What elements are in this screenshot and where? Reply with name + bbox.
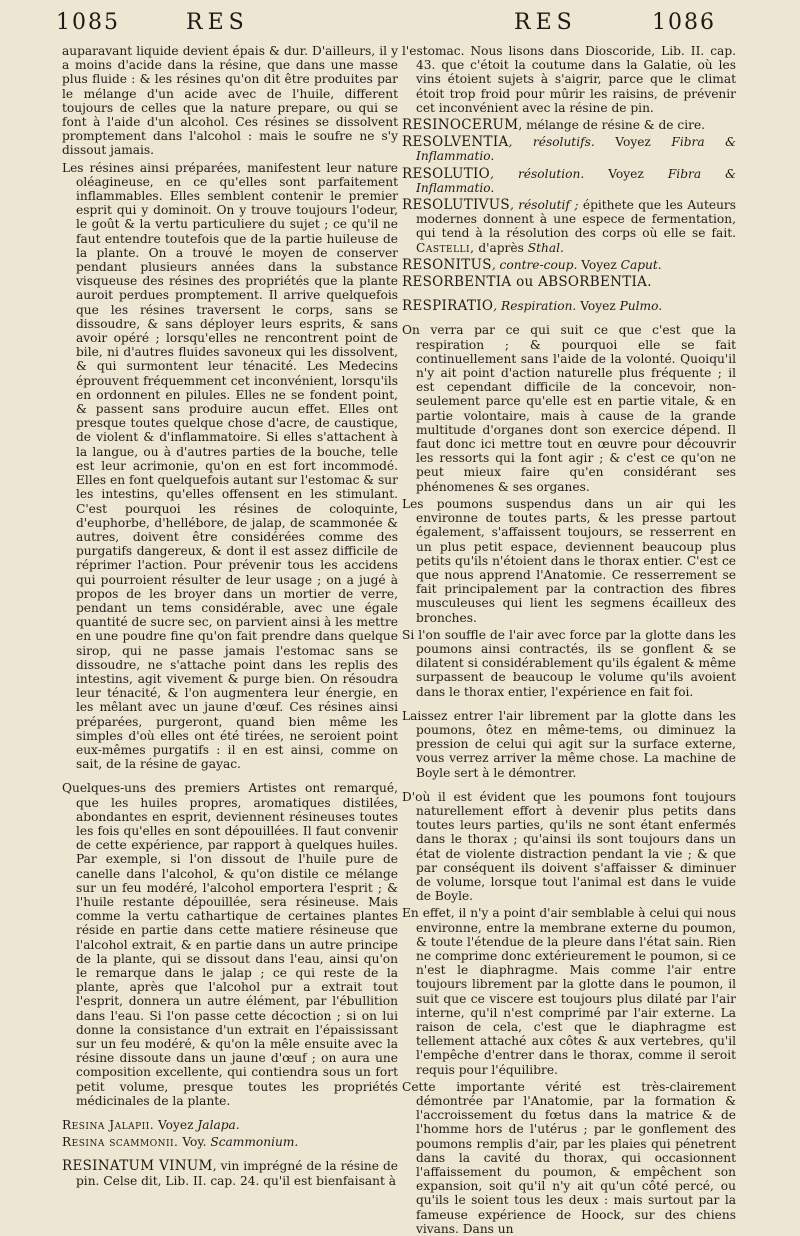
paragraph: Les poumons suspendus dans un air qui les environne de toutes parts, & les presse partout également, s'affaissent toujours, se resserrent en un plus petit espace, deviennent beaucoup plus petits qu'ils n'étoient dans le thorax entier. C'est ce que nous apprend l'Anatomie. Ce resserrement se fait principalement par la contraction des fibres musculeuses qui lient les segmens écailleux des bronches. bbox=[402, 496, 736, 625]
entry-text: épithete que les Auteurs modernes donnent à une espece de fermentation, qui tend à la résolution des corps où elle se fait. bbox=[416, 198, 737, 241]
dictionary-entry bbox=[402, 258, 736, 272]
dictionary-entry bbox=[402, 198, 736, 255]
entry-headword: RESINATUM VINUM bbox=[62, 1158, 213, 1175]
paragraph: Laissez entrer l'air librement par la glotte dans les poumons, ôtez en même-tems, ou diminuez la pression de celui qui agit sur la surface externe, vous verrez arriver la même chose. La machine de Boyle sert à le démontrer. bbox=[402, 708, 736, 780]
entry-definition: , résolutifs. bbox=[508, 135, 595, 150]
dictionary-entry bbox=[402, 299, 736, 313]
dictionary-entry bbox=[402, 135, 736, 163]
dictionary-entry bbox=[62, 1118, 398, 1132]
entry-text: d'après bbox=[478, 240, 524, 255]
cross-reference: Pulmo. bbox=[619, 299, 663, 314]
cross-reference: Scammonium. bbox=[210, 1135, 299, 1150]
author-name: Sthal. bbox=[527, 240, 564, 255]
entry-definition: , résolutif ; bbox=[509, 198, 579, 213]
dictionary-entry bbox=[402, 118, 736, 132]
entry-headword: RESINOCERUM bbox=[402, 117, 519, 134]
entry-headword: RESOLVENTIA bbox=[402, 134, 509, 151]
page-number-left: 1085 bbox=[56, 10, 120, 35]
entry-headword: RESORBENTIA ou ABSORBENTIA. bbox=[402, 274, 652, 291]
paragraph: D'où il est évident que les poumons font toujours naturellement effort à devenir plus petits dans toutes leurs parties, qu'ils ne sont étant enfermés dans le thorax ; qu'ainsi ils sont toujours dans un état de violente distraction pendant la vie ; & que par conséquent ils doivent s'affaisser & diminuer de volume, lorsque tout l'animal est dans le vuide de Boyle. bbox=[402, 789, 736, 904]
entry-text: Voyez bbox=[608, 166, 644, 181]
running-title-right: RES bbox=[514, 10, 577, 35]
entry-text: Voyez bbox=[581, 257, 617, 272]
entry-headword: RESOLUTIO bbox=[402, 165, 491, 182]
entry-text: Voyez bbox=[158, 1118, 194, 1133]
page-number-right: 1086 bbox=[652, 10, 716, 35]
entry-headword: Resina Jalapii. bbox=[62, 1118, 155, 1133]
entry-headword: RESONITUS bbox=[402, 256, 492, 273]
entry-text: Voy. bbox=[182, 1135, 207, 1150]
running-title-left: RES bbox=[186, 10, 249, 35]
entry-headword: RESOLUTIVUS bbox=[402, 197, 510, 214]
author-citation: Castelli, bbox=[416, 240, 475, 255]
dictionary-entry bbox=[62, 1159, 398, 1187]
cross-reference: Fibra & Inflammatio. bbox=[416, 166, 736, 195]
dictionary-entry bbox=[402, 275, 736, 289]
paragraph: On verra par ce qui suit ce que c'est que la respiration ; & pourquoi elle se fait continuellement sans l'aide de la volonté. Quoiqu'il n'y ait point d'action naturelle plus fréquente ; il est cependant difficile de la concevoir, non-seulement parce qu'elle est en partie vitale, & en partie volontaire, mais à cause de la grande multitude d'organes dont son exercice dépend. Il faut donc ici mettre tout en œuvre pour découvrir les ressorts qui la font agir ; & c'est ce qu'on ne peut mieux faire qu'en considérant ses phénomenes & ses organes. bbox=[402, 323, 736, 494]
entry-headword: Resina scammonii. bbox=[62, 1135, 179, 1150]
running-header bbox=[0, 0, 800, 44]
entry-definition: , contre-coup. bbox=[491, 257, 578, 272]
paragraph: Les résines ainsi préparées, manifestent leur nature oléagineuse, en ce qu'elles sont parfaitement inflammables. Elles semblent contenir le premier esprit qui y dominoit. On y trouve toujours l'odeur, le goût & la vertu particuliere du sujet ; ce qu'il ne faut entendre toutefois que de la partie huileuse de la plante. On a trouvé le moyen de conserver pendant plusieurs années dans la substance visqueuse des résines des propriétés que la plante auroit perdues promptement. Il arrive quelquefois que les résines traversent le corps, sans se dissoudre, & sans déployer leurs esprits, & sans avoir opéré ; lorsqu'elles ne rencontrent point de bile, ni d'autres fluides savoneux qui les dissolvent, & qui surmontent leur ténacité. Les Medecins éprouvent fréquemment cet inconvénient, lorsqu'ils en ordonnent en pilules. Elles ne se fondent point, & passent sans produire aucun effet. Elles ont presque toutes quelque chose d'acre, de caustique, de violent & d'inflammatoire. Si elles s'attachent à la langue, ou à d'autres parties de la bouche, telle est leur acrimonie, qu'on en est fort incommodé. Elles en font quelquefois autant sur l'estomac & sur les intestins, qu'elles offensent en les stimulant. C'est pourquoi les résines de coloquinte, d'euphorbe, d'hellébore, de jalap, de scammonée & autres, doivent être considérées comme des purgatifs dangereux, & dont il est assez difficile de réprimer l'action. Pour prévenir tous les accidens qui pourroient résulter de leur usage ; on a jugé à propos de les broyer dans un mortier de verre, pendant un tems considérable, avec une égale quantité de sucre sec, on parvient ainsi à les mettre en une poudre fine qu'on fait prendre dans quelque sirop, qui ne passe jamais l'estomac sans se dissoudre, ne s'attache point dans les replis des intestins, agit vivement & purge bien. On résoudra leur ténacité, & l'on augmentera leur énergie, en les mêlant avec un jaune d'œuf. Ces résines ainsi préparées, purgeront, quand bien même les simples d'où elles ont été tirées, ne seroient point eux-mêmes purgatifs : il en est ainsi, comme on sait, de la résine de gayac. bbox=[62, 160, 398, 772]
paragraph: l'estomac. Nous lisons dans Dioscoride, Lib. II. cap. 43. que c'étoit la coutume dans la Galatie, où les vins étoient sujets à s'aigrir, parce que le climat étoit trop froid pour mûrir les raisins, de prévenir cet inconvénient avec la résine de pin. bbox=[402, 44, 736, 115]
paragraph: En effet, il n'y a point d'air semblable à celui qui nous environne, entre la membrane externe du poumon, & toute l'étendue de la pleure dans l'état sain. Rien ne comprime donc extérieurement le poumon, si ce n'est le diaphragme. Mais comme l'air entre toujours librement par la glotte dans le poumon, il suit que ce viscere est toujours plus dilaté par l'air interne, qu'il n'est comprimé par l'air externe. La raison de cela, c'est que le diaphragme est tellement attaché aux côtes & aux vertebres, qu'il l'empêche d'entrer dans le thorax, comme il seroit requis pour l'équilibre. bbox=[402, 906, 736, 1077]
entry-text: Voyez bbox=[615, 135, 651, 150]
entry-definition: , résolution. bbox=[490, 166, 585, 181]
paragraph: Cette importante vérité est très-clairement démontrée par l'Anatomie, par la formation & l'accroissement du fœtus dans la matrice & de l'homme hors de l'utérus ; par le gonflement des poumons remplis d'air, par les plaies qui pénetrent dans la cavité du thorax, qui occasionnent l'affaissement du poumon, & empêchent son expansion, soit qu'il n'y ait qu'un côté percé, ou qu'ils le soient tous les deux : mais surtout par la fameuse expérience de Hoock, sur des chiens vivans. Dans un bbox=[402, 1079, 736, 1236]
cross-reference: Jalapa. bbox=[197, 1118, 240, 1133]
paragraph: auparavant liquide devient épais & dur. D'ailleurs, il y a moins d'acide dans la résine, que dans une masse plus fluide : & les résines qu'on dit être produites par le mélange d'un acide avec de l'huile, different toujours de celles que la nature prepare, ou qui se font à l'aide d'un alcohol. Ces résines se dissolvent promptement dans l'alcohol : mais le soufre ne s'y dissout jamais. bbox=[62, 44, 398, 158]
paragraph: Si l'on souffle de l'air avec force par la glotte dans les poumons ainsi contractés, ils se gonflent & se dilatent si considérablement qu'ils égalent & même surpassent de beaucoup le volume qu'ils avoient dans le thorax entier, l'expérience en fait foi. bbox=[402, 627, 736, 699]
dictionary-entry bbox=[402, 167, 736, 195]
right-column bbox=[402, 44, 737, 1236]
cross-reference: Fibra & Inflammatio. bbox=[416, 135, 737, 164]
entry-text: , vin imprégné de la résine de pin. Celse dit, Lib. II. cap. 24. qu'il est bienfaisant à bbox=[76, 1159, 399, 1188]
entry-definition: , Respiration. bbox=[493, 299, 577, 314]
paragraph: Quelques-uns des premiers Artistes ont remarqué, que les huiles propres, aromatiques distilées, abondantes en esprit, deviennent résineuses toutes les fois qu'elles en sont dépouillées. Il faut convenir de cette expérience, par rapport à quelques huiles. Par exemple, si l'on dissout de l'huile pure de canelle dans l'alcohol, & qu'on distile ce mélange sur un feu modéré, l'alcohol emportera l'esprit ; & l'huile restante dépouillée, sera résineuse. Mais comme la vertu cathartique de certaines plantes réside en partie dans cette matiere résineuse que l'alcohol extrait, & en partie dans un autre principe de la plante, qui se dissout dans l'eau, ainsi qu'on le remarque dans le jalap ; ce qui reste de la plante, après que l'alcohol pur a extrait tout l'esprit, donnera un autre élément, par l'ébullition dans l'eau. Si l'on passe cette décoction ; si on lui donne la consistance d'un extrait en l'épaississant sur un feu modéré, & qu'on la mêle ensuite avec la résine dissoute dans un jaune d'œuf ; on aura une composition excellente, qui contiendra sous un fort petit volume, presque toutes les propriétés médicinales de la plante. bbox=[62, 781, 398, 1108]
entry-text: Voyez bbox=[580, 299, 616, 314]
entry-text: , mélange de résine & de cire. bbox=[518, 118, 706, 133]
entry-headword: RESPIRATIO bbox=[402, 298, 494, 315]
dictionary-entry bbox=[62, 1135, 398, 1149]
left-column bbox=[62, 44, 399, 1188]
cross-reference: Caput. bbox=[620, 257, 662, 272]
